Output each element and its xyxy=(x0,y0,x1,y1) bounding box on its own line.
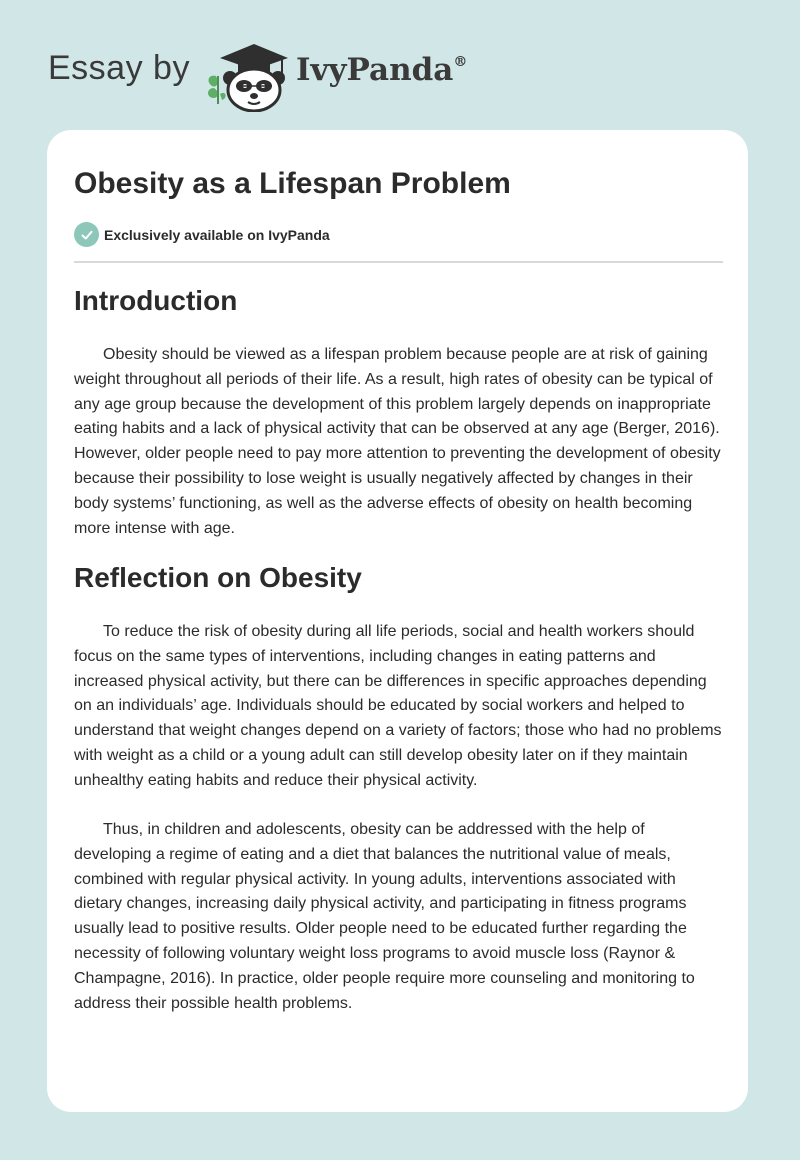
section-heading-introduction: Introduction xyxy=(74,285,238,316)
site-header xyxy=(48,30,748,110)
reflection-paragraph-2: Thus, in children and adolescents, obesity can be addressed with the help of developing a regime of eating and a diet that balances the nutritional value of meals, combined with regular physical activity. In young adults, interventions associated with dietary changes, increasing daily physical activity, and participating in fitness programs usually lead to positive results. Older people need to be educated further regarding the necessity of following voluntary weight loss programs to avoid muscle loss (Raynor & Champagne, 2016). In practice, older people require more counseling and monitoring to address their possible health problems. xyxy=(74,821,695,1012)
title-divider xyxy=(74,261,723,263)
check-circle-icon xyxy=(74,222,99,247)
exclusive-badge-label: Exclusively available on IvyPanda xyxy=(104,226,330,243)
panda-logo-icon[interactable] xyxy=(202,36,294,112)
registered-mark: ® xyxy=(453,54,468,70)
essay-by-label: Essay by xyxy=(48,49,190,87)
exclusive-badge xyxy=(74,222,330,247)
reflection-paragraph-1: To reduce the risk of obesity during all life periods, social and health workers should focus on the same types of interventions, including changes in eating patterns and increased physical activity, but there can be differences in specific approaches depending on an individuals’ age. Individuals should be educated by social workers and helped to understand that weight changes depend on a variety of factors; those who had no problems with weight as a child or a young adult can still develop obesity later on if they maintain unhealthy eating habits and reduce their physical activity. xyxy=(74,623,722,789)
section-heading-reflection: Reflection on Obesity xyxy=(74,562,362,593)
brand-name[interactable] xyxy=(296,52,467,88)
essay-card xyxy=(47,130,748,1112)
introduction-paragraph: Obesity should be viewed as a lifespan problem because people are at risk of gaining weight throughout all periods of their life. As a result, high rates of obesity can be typical of any age group because the development of this problem largely depends on inappropriate eating habits and a lack of physical activity that can be observed at any age (Berger, 2016). However, older people need to pay more attention to preventing the development of obesity because their possibility to lose weight is usually negatively affected by changes in their body systems’ functioning, as well as the adverse effects of obesity on health becoming more intense with age. xyxy=(74,346,721,537)
panda-face-icon xyxy=(223,69,285,111)
brand-label: IvyPanda xyxy=(296,52,454,88)
page-title: Obesity as a Lifespan Problem xyxy=(74,167,511,200)
ivy-leaf-icon xyxy=(208,76,226,104)
